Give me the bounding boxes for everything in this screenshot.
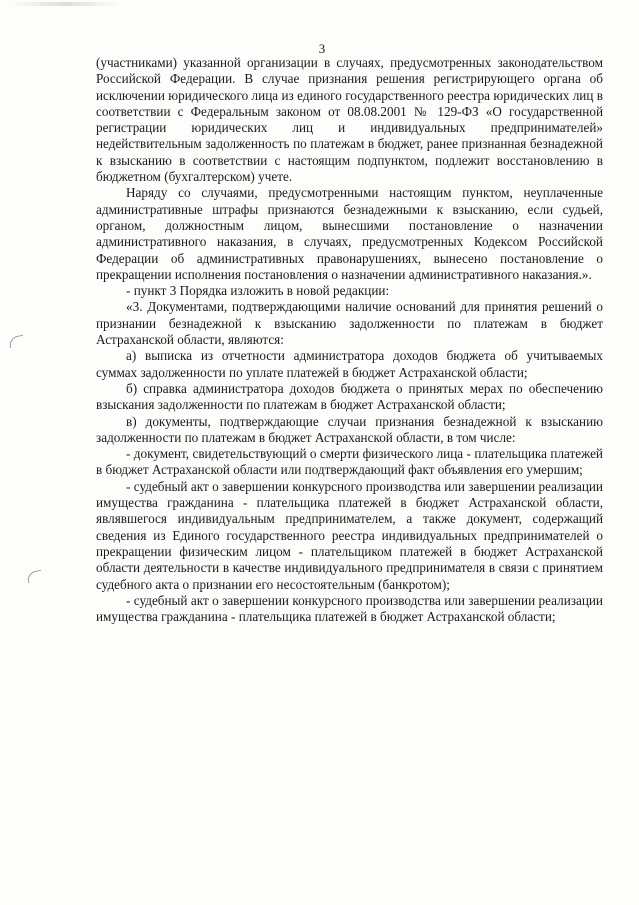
list-item-c: в) документы, подтверждающие случаи признания безнадежной к взысканию задолженности по платежам в бюджет Астраханской области, в том числе: bbox=[96, 413, 603, 445]
list-item-a: а) выписка из отчетности администратора доходов бюджета об учитываемых суммах задолженности по уплате платежей в бюджет Астраханской области; bbox=[96, 348, 603, 380]
paragraph-clause-3: «3. Документами, подтверждающими наличие оснований для принятия решений о признании безнадежной к взысканию задолженности по платежам в бюджет Астраханской области, являются: bbox=[96, 299, 603, 348]
list-item-b: б) справка администратора доходов бюджета о принятых мерах по обеспечению взыскания задолженности по платежам в бюджет Астраханской области; bbox=[96, 380, 603, 413]
scan-artifact bbox=[10, 2, 120, 6]
document-body bbox=[96, 55, 603, 625]
page-number: 3 bbox=[318, 41, 326, 56]
bullet-bankruptcy-citizen: - судебный акт о завершении конкурсного производства или завершении реализации имущества гражданина - плательщика платежей в бюджет Астраханской области; bbox=[96, 592, 603, 625]
paragraph-continuation: (участниками) указанной организации в случаях, предусмотренных законодательством Российской Федерации. В случае признания решения регистрирующего органа об исключении юридического лица из единого государственного реестра юридических лиц в соответствии с Федеральным законом от 08.08.2001 № 129-ФЗ «О государственной регистрации юридических лиц и индивидуальных предпринимателей» недействительным задолженность по платежам в бюджет, ранее признанная безнадежной к взысканию в соответствии с настоящим подпунктом, подлежит восстановлению в бюджетном (бухгалтерском) учете. bbox=[96, 55, 603, 185]
bullet-bankruptcy-entrepreneur: - судебный акт о завершении конкурсного производства или завершении реализации имущества гражданина - плательщика платежей в бюджет Астраханской области, являвшегося индивидуальным предпринимателем, а также документ, содержащий сведения из Единого государственного реестра индивидуальных предпринимателей о прекращении физическим лицом - плательщиком платежей в бюджет Астраханской области деятельности в качестве индивидуального предпринимателя в связи с принятием судебного акта о признании его несостоятельным (банкротом); bbox=[96, 478, 603, 592]
punch-hole-mark bbox=[26, 570, 43, 583]
paragraph-fines: Наряду со случаями, предусмотренными настоящим пунктом, неуплаченные административные штрафы признаются безнадежными к взысканию, если судьей, органом, должностным лицом, вынесшими постановление о назначении административного наказания, в случаях, предусмотренных Кодексом Российской Федерации об административных правонарушениях, вынесено постановление о прекращении исполнения постановления о назначении административного наказания.». bbox=[96, 185, 603, 282]
paragraph-amendment: - пункт 3 Порядка изложить в новой редакции: bbox=[126, 283, 390, 299]
bullet-death-document: - документ, свидетельствующий о смерти физического лица - плательщика платежей в бюджет Астраханской области или подтверждающий факт объявления его умершим; bbox=[96, 446, 603, 478]
punch-hole-mark bbox=[8, 335, 25, 348]
